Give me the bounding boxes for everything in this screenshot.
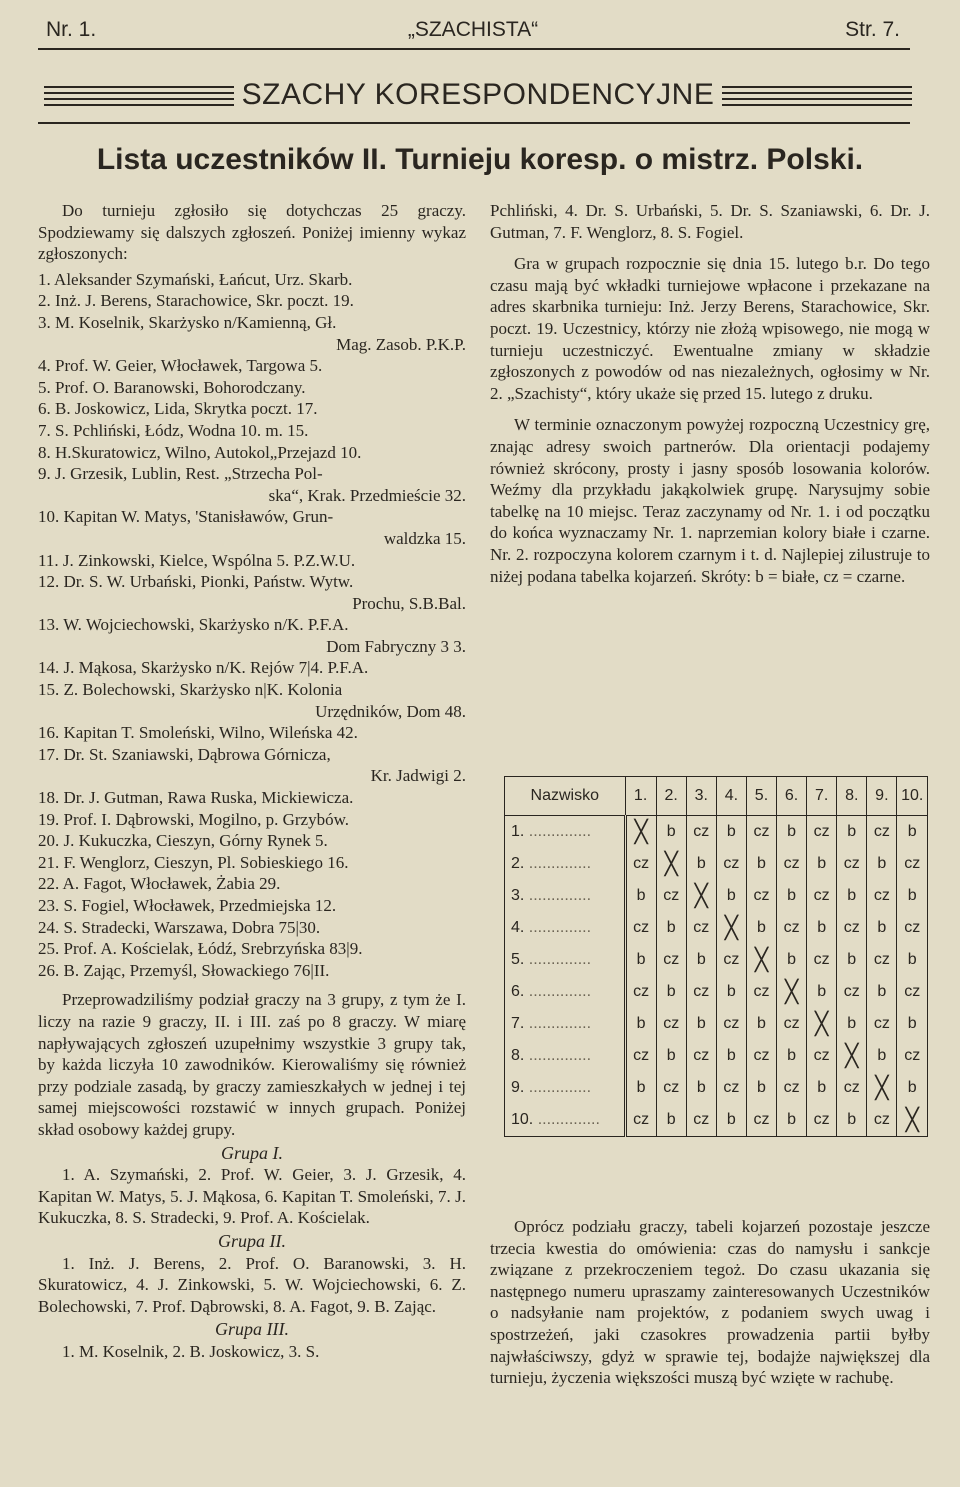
color-cell: b [897, 880, 928, 912]
list-item [38, 398, 466, 420]
color-cell: cz [686, 1040, 716, 1072]
row-number: 4. [511, 919, 525, 936]
column-header: 5. [746, 777, 776, 816]
color-cell: cz [897, 912, 928, 944]
list-item [38, 960, 466, 982]
cross-cell: ╳ [625, 816, 656, 849]
leader-dots: .............. [524, 887, 592, 904]
color-cell: cz [777, 1008, 807, 1040]
participant-entry: 20. J. Kukuczka, Cieszyn, Górny Rynek 5. [38, 831, 328, 851]
participant-entry: 18. Dr. J. Gutman, Rawa Ruska, Mickiewicza. [38, 788, 354, 808]
cross-cell: ╳ [777, 976, 807, 1008]
row-number: 9. [511, 1079, 525, 1096]
group-members: 1. A. Szymański, 2. Prof. W. Geier, 3. J. Grzesik, 4. Kapitan W. Matys, 5. J. Mąkosa, 6. Kapitan T. Smoleński, 7. J. Kukuczka, 8. S. Stradecki, 9. Prof. A. Kościelak. [38, 1165, 466, 1228]
column-header: 1. [625, 777, 656, 816]
participant-entry-continuation: Mag. Zasob. P.K.P. [336, 334, 466, 354]
color-cell: b [716, 880, 746, 912]
leader-dots: .............. [524, 1047, 592, 1064]
color-cell: cz [777, 1072, 807, 1104]
row-label [505, 848, 626, 880]
color-cell: b [807, 1072, 837, 1104]
participant-entry-continuation: ska“, Krak. Przedmieście 32. [268, 485, 466, 505]
list-item [38, 917, 466, 939]
participant-entry: 15. Z. Bolechowski, Skarżysko n|K. Kolonia [38, 680, 343, 700]
column-header: 4. [716, 777, 746, 816]
color-cell: b [837, 944, 867, 976]
group-heading: Grupa I. [221, 1142, 283, 1163]
list-item [38, 312, 466, 355]
row-number: 2. [511, 855, 525, 872]
color-cell: b [837, 1104, 867, 1137]
table-row [505, 880, 928, 912]
list-item [38, 852, 466, 874]
leader-dots: .............. [524, 951, 592, 968]
column-header: 2. [656, 777, 686, 816]
table-row [505, 1008, 928, 1040]
participant-entry: 22. A. Fagot, Włocławek, Żabia 29. [38, 874, 281, 894]
list-item [38, 377, 466, 399]
group-heading: Grupa III. [215, 1319, 289, 1340]
participant-entry: 7. S. Pchliński, Łódz, Wodna 10. m. 15. [38, 420, 309, 440]
color-cell: cz [837, 1072, 867, 1104]
name-column-header: Nazwisko [505, 777, 626, 816]
issue-number: Nr. 1. [46, 18, 97, 41]
right-column [490, 200, 930, 587]
section-title: SZACHY KORESPONDENCYJNE [241, 78, 715, 111]
color-cell: b [625, 880, 656, 912]
participant-entry: 2. Inż. J. Berens, Starachowice, Skr. poczt. 19. [38, 291, 354, 311]
color-cell: cz [625, 848, 656, 880]
list-item [38, 420, 466, 442]
color-cell: cz [807, 816, 837, 849]
table-header-row [505, 777, 928, 816]
table-row [505, 944, 928, 976]
row-label [505, 912, 626, 944]
list-item [38, 722, 466, 744]
decorative-lines-left [44, 86, 234, 108]
participant-entry-continuation: Prochu, S.B.Bal. [352, 593, 466, 613]
color-cell: b [897, 944, 928, 976]
closing-text: Oprócz podziału graczy, tabeli kojarzeń pozostaje jeszcze trzecia kwestia do omówienia: czas do namysłu i sankcje związane z przekroczeniem tegoż. Do czasu ukazania się następnego numeru upraszamy zainteresowanych Uczestników o nadsyłanie nam projektów, z podaniem swych uwag i spostrzeżeń, jaki czasokres prowadzenia partii byłby najwłaściwszy, gdyż w sprawie tej, bodajże największej dla turnieju, życzenia większości muszą być wzięte w rachubę. [490, 1217, 930, 1388]
color-cell: b [837, 880, 867, 912]
list-item [38, 873, 466, 895]
leader-dots: .............. [533, 1111, 600, 1128]
color-cell: cz [867, 944, 897, 976]
color-cell: b [777, 1040, 807, 1072]
color-cell: b [746, 1072, 776, 1104]
table-row [505, 816, 928, 849]
color-cell: b [656, 1040, 686, 1072]
page-title: Lista uczestników II. Turnieju koresp. o mistrz. Polski. [96, 143, 864, 176]
row-label [505, 1008, 626, 1040]
row-number: 3. [511, 887, 525, 904]
color-cell: cz [897, 976, 928, 1008]
participant-entry: 8. H.Skuratowicz, Wilno, Autokol„Przejazd 10. [38, 442, 362, 462]
participant-entry: 5. Prof. O. Baranowski, Bohorodczany. [38, 377, 306, 397]
color-cell: b [807, 912, 837, 944]
color-cell: cz [867, 1104, 897, 1137]
color-cell: cz [686, 976, 716, 1008]
participant-entry: 21. F. Wenglorz, Cieszyn, Pl. Sobieskiego 16. [38, 852, 349, 872]
color-cell: cz [625, 1040, 656, 1072]
color-cell: b [625, 1072, 656, 1104]
color-cell: cz [807, 1040, 837, 1072]
color-cell: cz [746, 1104, 776, 1137]
color-cell: b [777, 816, 807, 849]
section-rule [38, 122, 910, 124]
participant-entry: 19. Prof. I. Dąbrowski, Mogilno, p. Grzybów. [38, 809, 350, 829]
color-cell: b [716, 1104, 746, 1137]
color-cell: cz [656, 880, 686, 912]
division-paragraph: Przeprowadziliśmy podział graczy na 3 grupy, z tym że I. liczy na razie 9 graczy, II. i III. zaś po 8 graczy. W miarę napływających zgłoszeń uzupełnimy wszystkie 3 grupy tak, by każda liczyła 10 zawodników. Kierowaliśmy się również przy podziale zasadą, by graczy zamieszkałych w jednej i tej samej miejscowości rozstawić w innych grupach. Poniżej skład osobowy każdej grupy. [38, 990, 466, 1139]
participant-entry: 10. Kapitan W. Matys, 'Stanisławów, Grun- [38, 507, 334, 527]
left-column [38, 200, 466, 1362]
cross-cell: ╳ [867, 1072, 897, 1104]
list-item [38, 938, 466, 960]
participant-list [38, 269, 466, 982]
participant-entry: 26. B. Zając, Przemyśl, Słowackiego 76|II. [38, 960, 330, 980]
start-paragraph: Gra w grupach rozpocznie się dnia 15. lutego b.r. Do tego czasu mają być wkładki turniejowe wpłacone i przekazane na adres skarbnika turnieju: Inż. Jerzy Berens, Starachowice, Skr. poczt. 19. Uczestnicy, którzy nie złożą wpisowego, nie mogą w turnieju uczestniczyć. Ewentualne zmiany w składzie zgłoszonych z powodów od nas niezależnych, ogłosimy w Nr. 2. „Szachisty“, który ukaże się przed 15. lutego z druku. [490, 254, 930, 403]
participant-entry: 1. Aleksander Szymański, Łańcut, Urz. Skarb. [38, 269, 353, 289]
list-item [38, 787, 466, 809]
color-cell: b [867, 848, 897, 880]
color-cell: b [897, 1008, 928, 1040]
color-cell: b [867, 912, 897, 944]
row-number: 8. [511, 1047, 525, 1064]
row-label [505, 976, 626, 1008]
cross-cell: ╳ [686, 880, 716, 912]
list-item [38, 550, 466, 572]
cross-cell: ╳ [656, 848, 686, 880]
schedule-paragraph: W terminie oznaczonym powyżej rozpoczną Uczestnicy grę, znając adresy swoich partnerów. Dla orientacji podajemy również skrócony, prosty i jasny sposób losowania kolorów. Weźmy dla przykładu jakąkolwiek grupę. Narysujmy sobie tabelkę na 10 miejsc. Teraz zaczynamy od Nr. 1. i od początku do końca wyznaczamy Nr. 1. naprzemian kolory białe i czarne. Nr. 2. rozpoczyna kolorem czarnym i t. d. Najlepiej zilustruje to niżej podana tabelka kojarzeń. Skróty: b = białe, cz = czarne. [490, 415, 930, 586]
table-row [505, 1040, 928, 1072]
color-cell: cz [656, 1008, 686, 1040]
decorative-lines-right [722, 86, 912, 108]
list-item [38, 895, 466, 917]
closing-paragraph [490, 1216, 930, 1389]
list-item [38, 290, 466, 312]
groups [38, 1143, 466, 1363]
participant-entry: 24. S. Stradecki, Warszawa, Dobra 75|30. [38, 917, 321, 937]
row-label [505, 1104, 626, 1137]
participant-entry: 3. M. Koselnik, Skarżysko n/Kamienną, Gł. [38, 312, 337, 332]
color-cell: b [867, 976, 897, 1008]
color-cell: cz [807, 944, 837, 976]
cross-cell: ╳ [807, 1008, 837, 1040]
list-item [38, 463, 466, 506]
participant-entry: 23. S. Fogiel, Włocławek, Przedmiejska 12. [38, 896, 337, 915]
group-members: 1. Inż. J. Berens, 2. Prof. O. Baranowski, 3. H. Skuratowicz, 4. J. Zinkowski, 5. W. Wojciechowski, 6. Z. Bolechowski, 7. Prof. Dąbrowski, 8. A. Fagot, 9. B. Zając. [38, 1253, 466, 1316]
list-item [38, 269, 466, 291]
participant-entry: 9. J. Grzesik, Lublin, Rest. „Strzecha Pol- [38, 464, 323, 484]
list-item [38, 442, 466, 464]
row-label [505, 1040, 626, 1072]
journal-name: „SZACHISTA“ [407, 18, 539, 41]
column-header: 6. [777, 777, 807, 816]
color-cell: b [746, 912, 776, 944]
column-header: 3. [686, 777, 716, 816]
participant-entry: 16. Kapitan T. Smoleński, Wilno, Wileńska 42. [38, 723, 358, 743]
color-cell: b [837, 816, 867, 849]
color-cell: cz [867, 816, 897, 849]
color-cell: cz [897, 1040, 928, 1072]
color-cell: cz [807, 1104, 837, 1137]
group-heading: Grupa II. [218, 1230, 286, 1251]
row-label [505, 944, 626, 976]
participant-entry: 4. Prof. W. Geier, Włocławek, Targowa 5. [38, 356, 323, 376]
list-item [38, 809, 466, 831]
column-header: 9. [867, 777, 897, 816]
participant-entry-continuation: waldzka 15. [383, 528, 466, 548]
row-label [505, 816, 626, 849]
table-row [505, 912, 928, 944]
participant-entry: 17. Dr. St. Szaniawski, Dąbrowa Górnicza, [38, 744, 331, 764]
color-cell: b [686, 1072, 716, 1104]
leader-dots: .............. [524, 855, 592, 872]
list-item [38, 744, 466, 787]
color-cell: b [777, 944, 807, 976]
color-cell: b [807, 848, 837, 880]
group-members: 1. M. Koselnik, 2. B. Joskowicz, 3. S. [62, 1341, 320, 1361]
color-cell: b [716, 1040, 746, 1072]
table-row [505, 848, 928, 880]
color-cell: cz [656, 1072, 686, 1104]
color-cell: cz [746, 1040, 776, 1072]
column-header: 8. [837, 777, 867, 816]
color-cell: b [746, 848, 776, 880]
participant-entry: 25. Prof. A. Kościelak, Łódź, Srebrzyńska 83|9. [38, 939, 363, 959]
color-cell: cz [777, 848, 807, 880]
color-cell: b [777, 1104, 807, 1137]
list-item [38, 657, 466, 679]
intro-paragraph: Do turnieju zgłosiło się dotychczas 25 graczy. Spodziewamy się dalszych zgłoszeń. Poniżej imienny wykaz zgłoszonych: [38, 201, 466, 264]
list-item [38, 679, 466, 722]
row-number: 5. [511, 951, 525, 968]
table-row [505, 1072, 928, 1104]
participant-entry-continuation: Dom Fabryczny 3 3. [326, 636, 466, 656]
running-head [46, 18, 900, 48]
color-cell: b [686, 944, 716, 976]
color-cell: b [897, 1072, 928, 1104]
leader-dots: .............. [524, 983, 592, 1000]
table-row [505, 976, 928, 1008]
leader-dots: .............. [524, 1015, 592, 1032]
list-item [38, 571, 466, 614]
color-cell: b [867, 1040, 897, 1072]
color-cell: b [625, 944, 656, 976]
color-cell: b [656, 816, 686, 849]
leader-dots: .............. [524, 823, 592, 840]
pairing-table [504, 776, 928, 1137]
cross-cell: ╳ [837, 1040, 867, 1072]
color-cell: b [686, 848, 716, 880]
color-cell: cz [716, 848, 746, 880]
row-number: 10. [511, 1111, 534, 1128]
cross-cell: ╳ [746, 944, 776, 976]
participant-entry: 11. J. Zinkowski, Kielce, Wspólna 5. P.Z.W.U. [38, 550, 356, 570]
color-cell: cz [716, 944, 746, 976]
color-cell: cz [746, 880, 776, 912]
color-cell: cz [625, 912, 656, 944]
leader-dots: .............. [524, 1079, 592, 1096]
color-cell: b [897, 816, 928, 849]
color-cell: b [746, 1008, 776, 1040]
color-cell: b [777, 880, 807, 912]
color-cell: b [716, 976, 746, 1008]
color-cell: cz [625, 976, 656, 1008]
color-cell: b [686, 1008, 716, 1040]
color-cell: cz [837, 976, 867, 1008]
color-cell: b [625, 1008, 656, 1040]
row-label [505, 880, 626, 912]
color-cell: cz [777, 912, 807, 944]
cross-cell: ╳ [897, 1104, 928, 1137]
group-three-continuation: Pchliński, 4. Dr. S. Urbański, 5. Dr. S. Szaniawski, 6. Dr. J. Gutman, 7. F. Wenglorz, 8. S. Fogiel. [490, 201, 930, 242]
color-cell: cz [686, 816, 716, 849]
participant-entry: 14. J. Mąkosa, Skarżysko n/K. Rejów 7|4. P.F.A. [38, 658, 369, 678]
list-item [38, 355, 466, 377]
color-cell: b [656, 1104, 686, 1137]
color-cell: cz [746, 816, 776, 849]
color-cell: cz [897, 848, 928, 880]
participant-entry-continuation: Kr. Jadwigi 2. [370, 766, 466, 786]
color-cell: cz [656, 944, 686, 976]
list-item [38, 830, 466, 852]
row-number: 7. [511, 1015, 525, 1032]
color-cell: cz [686, 1104, 716, 1137]
color-cell: cz [807, 880, 837, 912]
list-item [38, 506, 466, 549]
color-cell: cz [686, 912, 716, 944]
color-cell: cz [625, 1104, 656, 1137]
row-number: 1. [511, 823, 525, 840]
leader-dots: .............. [524, 919, 592, 936]
list-item [38, 614, 466, 657]
color-cell: cz [837, 848, 867, 880]
table-row [505, 1104, 928, 1137]
cross-cell: ╳ [716, 912, 746, 944]
color-cell: cz [746, 976, 776, 1008]
header-rule [38, 48, 910, 50]
participant-entry: 6. B. Joskowicz, Lida, Skrytka poczt. 17. [38, 399, 318, 419]
section-band [44, 78, 912, 120]
row-number: 6. [511, 983, 525, 1000]
participant-entry: 13. W. Wojciechowski, Skarżysko n/K. P.F.A. [38, 615, 349, 635]
column-header: 10. [897, 777, 928, 816]
color-cell: b [837, 1008, 867, 1040]
color-cell: cz [867, 880, 897, 912]
color-cell: b [656, 912, 686, 944]
color-cell: cz [716, 1008, 746, 1040]
color-cell: b [656, 976, 686, 1008]
row-label [505, 1072, 626, 1104]
column-header: 7. [807, 777, 837, 816]
page-number: Str. 7. [845, 18, 900, 41]
participant-entry-continuation: Urzędników, Dom 48. [315, 701, 466, 721]
color-cell: cz [716, 1072, 746, 1104]
participant-entry: 12. Dr. S. W. Urbański, Pionki, Państw. Wytw. [38, 572, 354, 592]
color-cell: cz [867, 1008, 897, 1040]
color-cell: b [716, 816, 746, 849]
color-cell: cz [837, 912, 867, 944]
color-cell: b [807, 976, 837, 1008]
